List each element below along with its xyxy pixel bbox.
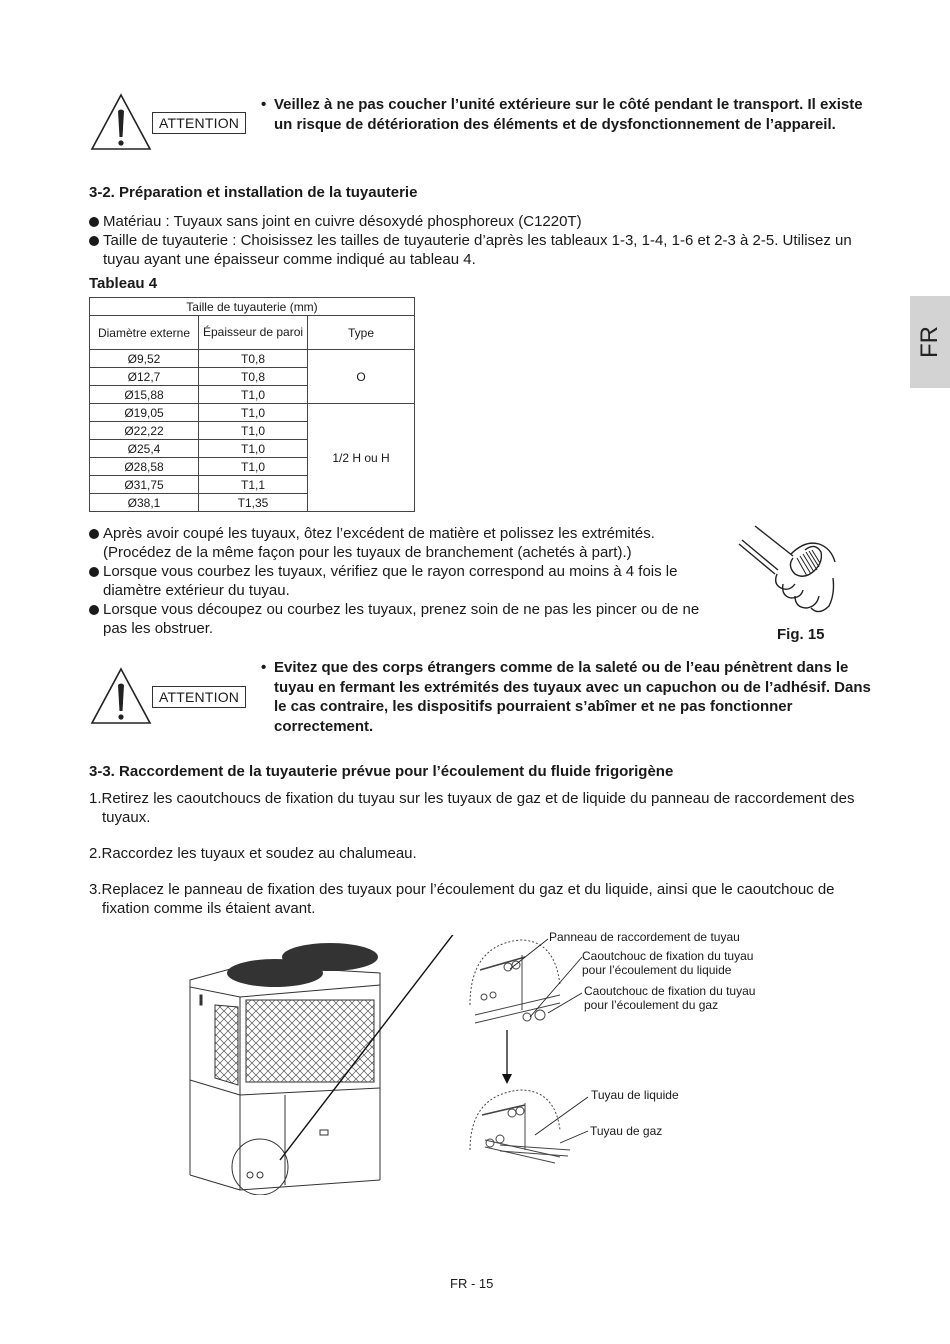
callout-gas-rubber-line1: Caoutchouc de fixation du tuyau bbox=[584, 984, 756, 998]
cell-thickness: T1,0 bbox=[199, 440, 308, 458]
step-3: 3.Replacez le panneau de fixation des tuyaux pour l’écoulement du gaz et du liquide, ainsi que le caoutchouc de fixation comme ils étaient avant. bbox=[89, 881, 835, 917]
callout-liquid-rubber bbox=[582, 949, 753, 977]
language-tab-label: FR bbox=[916, 326, 943, 358]
cell-diameter: Ø12,7 bbox=[90, 368, 199, 386]
warning-2-text: Evitez que des corps étrangers comme de la saleté ou de l’eau pénètrent dans le tuyau en fermant les extrémités des tuyaux avec un capuchon ou de l’adhésif. Dans le cas contraire, les dispositifs pourraient s’abîmer et ne pas fonctionner correctement. bbox=[274, 659, 871, 735]
cell-thickness: T0,8 bbox=[199, 350, 308, 368]
table-group-header: Taille de tuyauterie (mm) bbox=[90, 298, 415, 316]
col-header-diameter: Diamètre externe bbox=[90, 316, 199, 350]
callout-liquid-rubber-line1: Caoutchouc de fixation du tuyau bbox=[582, 949, 754, 963]
table-row bbox=[90, 404, 415, 422]
cell-thickness: T1,35 bbox=[199, 494, 308, 512]
callout-gas-rubber bbox=[584, 984, 755, 1012]
cell-diameter: Ø15,88 bbox=[90, 386, 199, 404]
pipe-deburring-illustration bbox=[735, 518, 845, 618]
cell-type-half-h: 1/2 H ou H bbox=[308, 404, 415, 512]
page-number: FR - 15 bbox=[450, 1276, 494, 1291]
bullet-no-pinch: Lorsque vous découpez ou courbez les tuyaux, prenez soin de ne pas les pincer ou de ne pas les obstruer. bbox=[89, 600, 701, 638]
cell-diameter: Ø28,58 bbox=[90, 458, 199, 476]
cell-diameter: Ø9,52 bbox=[90, 350, 199, 368]
attention-label: ATTENTION bbox=[152, 686, 246, 708]
cell-diameter: Ø22,22 bbox=[90, 422, 199, 440]
cell-diameter: Ø25,4 bbox=[90, 440, 199, 458]
step-1: 1.Retirez les caoutchoucs de fixation du tuyau sur les tuyaux de gaz et de liquide du panneau de raccordement des tuyaux. bbox=[89, 790, 855, 826]
section-heading-3-3: 3-3. Raccordement de la tuyauterie prévue pour l’écoulement du fluide frigorigène bbox=[89, 763, 674, 780]
cell-thickness: T1,1 bbox=[199, 476, 308, 494]
bullet-icon: • bbox=[261, 96, 267, 113]
table-title: Tableau 4 bbox=[89, 275, 158, 292]
callout-gas-pipe: Tuyau de gaz bbox=[590, 1124, 663, 1138]
callout-panel: Panneau de raccordement de tuyau bbox=[549, 930, 740, 944]
figure-caption: Fig. 15 bbox=[777, 626, 825, 643]
section-3-3-steps bbox=[89, 789, 869, 918]
outdoor-unit-illustration bbox=[180, 935, 460, 1195]
cell-diameter: Ø31,75 bbox=[90, 476, 199, 494]
col-header-type: Type bbox=[308, 316, 415, 350]
cell-thickness: T1,0 bbox=[199, 422, 308, 440]
bullet-material: Matériau : Tuyaux sans joint en cuivre désoxydé phosphoreux (C1220T) bbox=[89, 212, 879, 231]
bullet-pipe-size: Taille de tuyauterie : Choisissez les tailles de tuyauterie d’après les tableaux 1-3, 1-4, 1-6 et 2-3 à 2-5. Utilisez un tuyau ayant une épaisseur comme indiqué au tableau 4. bbox=[89, 231, 879, 269]
step-2: 2.Raccordez les tuyaux et soudez au chalumeau. bbox=[89, 845, 417, 862]
cell-thickness: T1,0 bbox=[199, 404, 308, 422]
col-header-thickness: Épaisseur de paroi bbox=[199, 316, 308, 350]
warning-1-text: Veillez à ne pas coucher l’unité extérieure sur le côté pendant le transport. Il existe un risque de détérioration des éléments et de dysfonctionnement de l’appareil. bbox=[274, 96, 863, 133]
warning-triangle-icon bbox=[90, 667, 152, 725]
section-3-2-bullets-2 bbox=[89, 524, 701, 638]
warning-text bbox=[261, 658, 874, 736]
cell-thickness: T1,0 bbox=[199, 458, 308, 476]
bullet-bend-radius: Lorsque vous courbez les tuyaux, vérifiez que le rayon correspond au moins à 4 fois le diamètre extérieur du tuyau. bbox=[89, 562, 701, 600]
bullet-icon: • bbox=[261, 659, 267, 676]
bullet-cut-pipes: Après avoir coupé les tuyaux, ôtez l’excédent de matière et polissez les extrémités. (Procédez de la même façon pour les tuyaux de branchement (achetés à part).) bbox=[89, 524, 701, 562]
callout-liquid-pipe: Tuyau de liquide bbox=[591, 1088, 679, 1102]
cell-diameter: Ø38,1 bbox=[90, 494, 199, 512]
section-heading-3-2: 3-2. Préparation et installation de la tuyauterie bbox=[89, 184, 418, 201]
cell-thickness: T1,0 bbox=[199, 386, 308, 404]
table-row bbox=[90, 350, 415, 368]
section-3-2-bullets bbox=[89, 212, 879, 269]
warning-triangle-icon bbox=[90, 93, 152, 151]
cell-type-o: O bbox=[308, 350, 415, 404]
attention-label: ATTENTION bbox=[152, 112, 246, 134]
warning-text bbox=[261, 95, 874, 134]
cell-diameter: Ø19,05 bbox=[90, 404, 199, 422]
cell-thickness: T0,8 bbox=[199, 368, 308, 386]
language-tab bbox=[910, 296, 950, 388]
callout-gas-rubber-line2: pour l’écoulement du gaz bbox=[584, 998, 719, 1012]
callout-liquid-rubber-line2: pour l’écoulement du liquide bbox=[582, 963, 732, 977]
pipe-size-table bbox=[89, 297, 415, 512]
